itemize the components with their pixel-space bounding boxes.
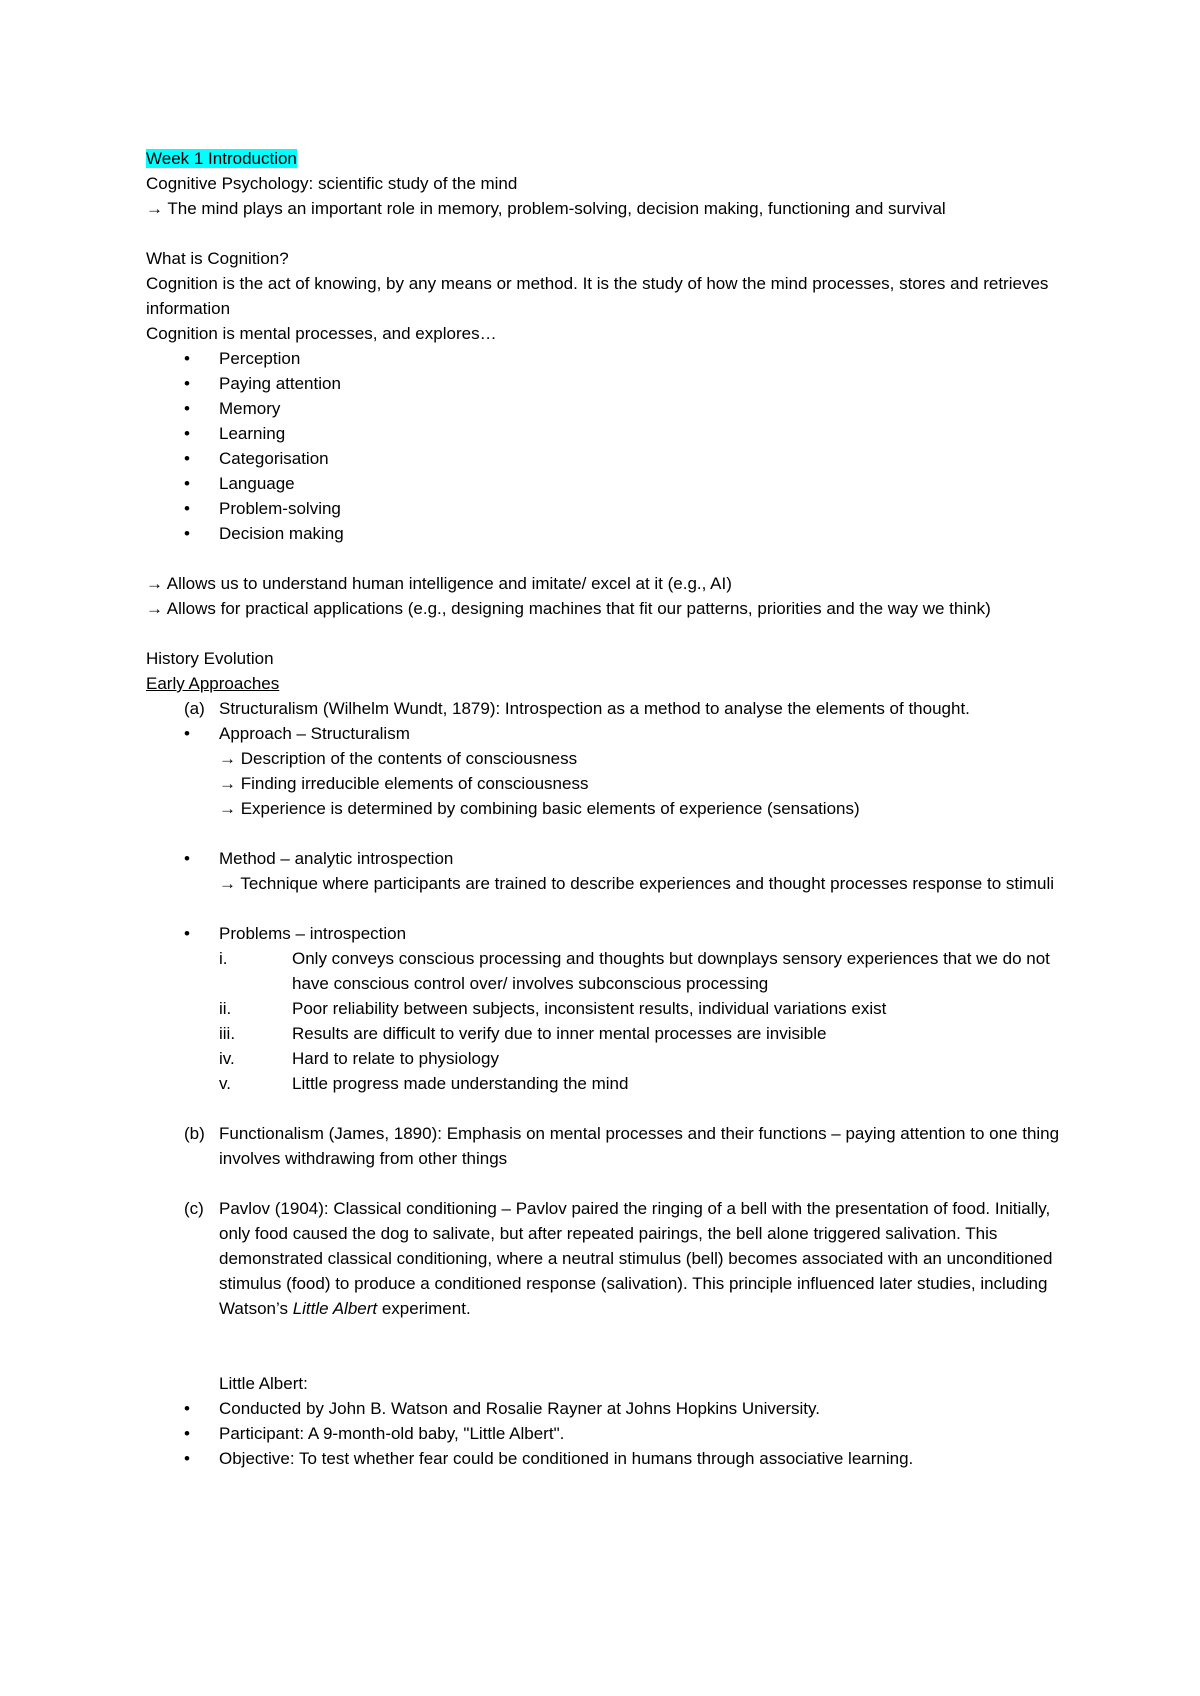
roman-marker: iii. <box>219 1024 236 1043</box>
list-item <box>146 996 1066 1021</box>
spacer <box>146 1321 1066 1346</box>
approach-list <box>146 721 1066 821</box>
spacer <box>146 1096 1066 1121</box>
item-c-text-part-1: Pavlov (1904): Classical conditioning – Pavlov paired the ringing of a bell with the presentation of food. Initially, only food caused the dog to salivate, but after repeated pairings, the bell alone triggered salivation. This demonstrated classical conditioning, where a neutral stimulus (bell) becomes associated with an unconditioned stimulus (food) to produce a conditioned response (salivation). This principle influenced later studies, including Watson’s <box>219 1199 1053 1318</box>
item-c-italic: Little Albert <box>292 1299 378 1318</box>
list-item: • Categorisation <box>146 446 1066 471</box>
approach-heading: • Approach – Structuralism <box>219 724 410 743</box>
item-c-text <box>219 1196 1066 1321</box>
roman-marker: v. <box>219 1074 231 1093</box>
list-item: • Perception <box>146 346 1066 371</box>
problem-text: Little progress made understanding the mind <box>292 1074 629 1093</box>
early-approaches-heading <box>146 671 1066 696</box>
spacer <box>146 821 1066 846</box>
albert-list <box>146 1396 1066 1471</box>
history-heading: History Evolution <box>146 649 274 668</box>
cognition-explores: Cognition is mental processes, and explores… <box>146 324 497 343</box>
approach-point: → Experience is determined by combining basic elements of experience (sensations) <box>219 799 860 818</box>
allows-point-2: → Allows for practical applications (e.g., designing machines that fit our patterns, priorities and the way we think) <box>146 599 991 618</box>
roman-marker: ii. <box>219 999 232 1018</box>
spacer <box>146 546 1066 571</box>
item-c <box>146 1196 1066 1321</box>
method-point: → Technique where participants are trained to describe experiences and thought processes response to stimuli <box>219 874 1055 893</box>
list-item: • Conducted by John B. Watson and Rosalie Rayner at Johns Hopkins University. <box>146 1396 1066 1421</box>
problem-text: Results are difficult to verify due to inner mental processes are invisible <box>292 1024 827 1043</box>
spacer <box>146 221 1066 246</box>
list-item: • Paying attention <box>146 371 1066 396</box>
list-item: • Objective: To test whether fear could be conditioned in humans through associative learning. <box>146 1446 1066 1471</box>
problems-roman-list <box>146 946 1066 1096</box>
method-item <box>146 846 1066 896</box>
item-a-marker: (a) <box>184 699 205 718</box>
list-item <box>146 1021 1066 1046</box>
cog-psych-arrow: → The mind plays an important role in memory, problem-solving, decision making, functioning and survival <box>146 199 946 218</box>
list-item <box>146 946 1066 996</box>
spacer <box>146 1171 1066 1196</box>
roman-marker: iv. <box>219 1049 235 1068</box>
week-heading <box>146 146 1066 171</box>
item-c-marker: (c) <box>184 1199 204 1218</box>
spacer <box>146 621 1066 646</box>
list-item: • Language <box>146 471 1066 496</box>
problems-item <box>146 921 1066 946</box>
method-heading: • Method – analytic introspection <box>219 849 454 868</box>
explores-list <box>146 346 1066 546</box>
little-albert-heading: Little Albert: <box>219 1374 308 1393</box>
document-body <box>146 146 1066 1471</box>
list-item: • Learning <box>146 421 1066 446</box>
cognition-definition: Cognition is the act of knowing, by any means or method. It is the study of how the mind processes, stores and retrieves information <box>146 274 1049 318</box>
list-item: • Memory <box>146 396 1066 421</box>
list-item <box>146 1071 1066 1096</box>
list-item: • Problem-solving <box>146 496 1066 521</box>
item-b-text: Functionalism (James, 1890): Emphasis on mental processes and their functions – paying attention to one thing involves withdrawing from other things <box>219 1124 1060 1168</box>
method-list <box>146 846 1066 896</box>
item-b-marker: (b) <box>184 1124 205 1143</box>
spacer <box>146 1346 1066 1371</box>
problems-heading: • Problems – introspection <box>219 924 407 943</box>
week-heading-highlight: Week 1 Introduction <box>146 149 297 168</box>
item-c-text-part-2: experiment. <box>377 1299 471 1318</box>
item-a-text: Structuralism (Wilhelm Wundt, 1879): Introspection as a method to analyse the elements of thought. <box>219 699 970 718</box>
item-b <box>146 1121 1066 1171</box>
allows-point-1: → Allows us to understand human intelligence and imitate/ excel at it (e.g., AI) <box>146 574 732 593</box>
problem-text: Only conveys conscious processing and thoughts but downplays sensory experiences that we do not have conscious control over/ involves subconscious processing <box>292 949 1050 993</box>
problem-text: Hard to relate to physiology <box>292 1049 499 1068</box>
cog-psych-definition: Cognitive Psychology: scientific study of the mind <box>146 174 518 193</box>
approach-item <box>146 721 1066 821</box>
list-item: • Decision making <box>146 521 1066 546</box>
list-item <box>146 1046 1066 1071</box>
problem-text: Poor reliability between subjects, inconsistent results, individual variations exist <box>292 999 887 1018</box>
spacer <box>146 896 1066 921</box>
list-item: • Participant: A 9-month-old baby, "Little Albert". <box>146 1421 1066 1446</box>
roman-marker: i. <box>219 949 228 968</box>
early-approaches-text: Early Approaches <box>146 674 280 693</box>
item-a <box>146 696 1066 721</box>
problems-list <box>146 921 1066 946</box>
approach-point: → Finding irreducible elements of consciousness <box>219 774 589 793</box>
approach-point: → Description of the contents of consciousness <box>219 749 578 768</box>
what-is-cognition-heading: What is Cognition? <box>146 249 289 268</box>
